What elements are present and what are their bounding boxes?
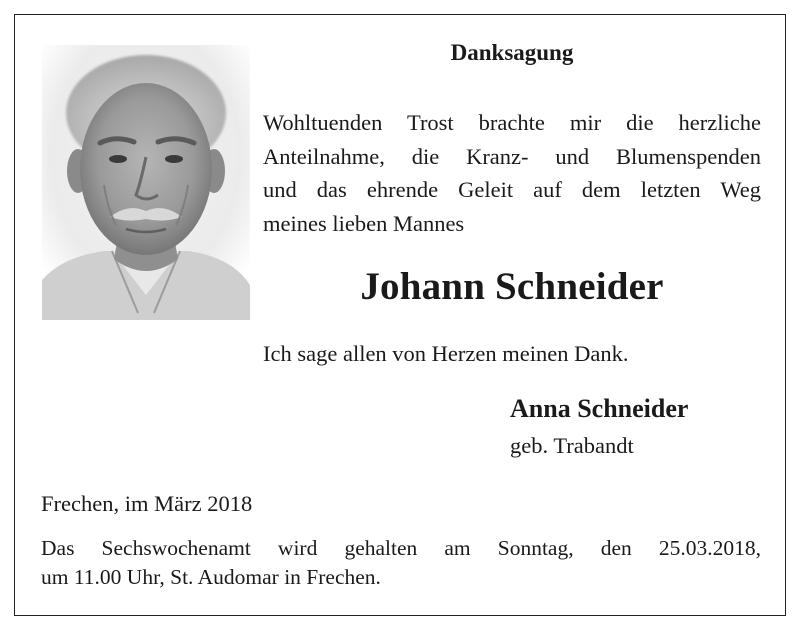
mass-announcement [41, 534, 761, 592]
mass-line: Das Sechswochenamt wird gehalten am Sonntag, den 25.03.2018, [41, 536, 761, 560]
thanks-paragraph [263, 106, 761, 240]
deceased-name: Johann Schneider [360, 265, 664, 308]
paragraph-line: und das ehrende Geleit auf dem letzten Weg [263, 177, 761, 202]
portrait-icon [42, 45, 250, 320]
paragraph-line: Anteilnahme, die Kranz- und Blumenspenden [263, 143, 761, 169]
signer-name: Anna Schneider [510, 394, 689, 423]
portrait-photo [42, 45, 250, 320]
signer-maiden-name: geb. Trabandt [510, 433, 634, 458]
place-date: Frechen, im März 2018 [41, 491, 253, 516]
paragraph-line: Wohltuenden Trost brachte mir die herzliche [263, 110, 761, 135]
thanks-line: Ich sage allen von Herzen meinen Dank. [263, 341, 629, 366]
paragraph-line: meines lieben Mannes [263, 210, 465, 236]
mass-line: um 11.00 Uhr, St. Audomar in Frechen. [41, 565, 381, 589]
notice-heading: Danksagung [450, 40, 574, 65]
